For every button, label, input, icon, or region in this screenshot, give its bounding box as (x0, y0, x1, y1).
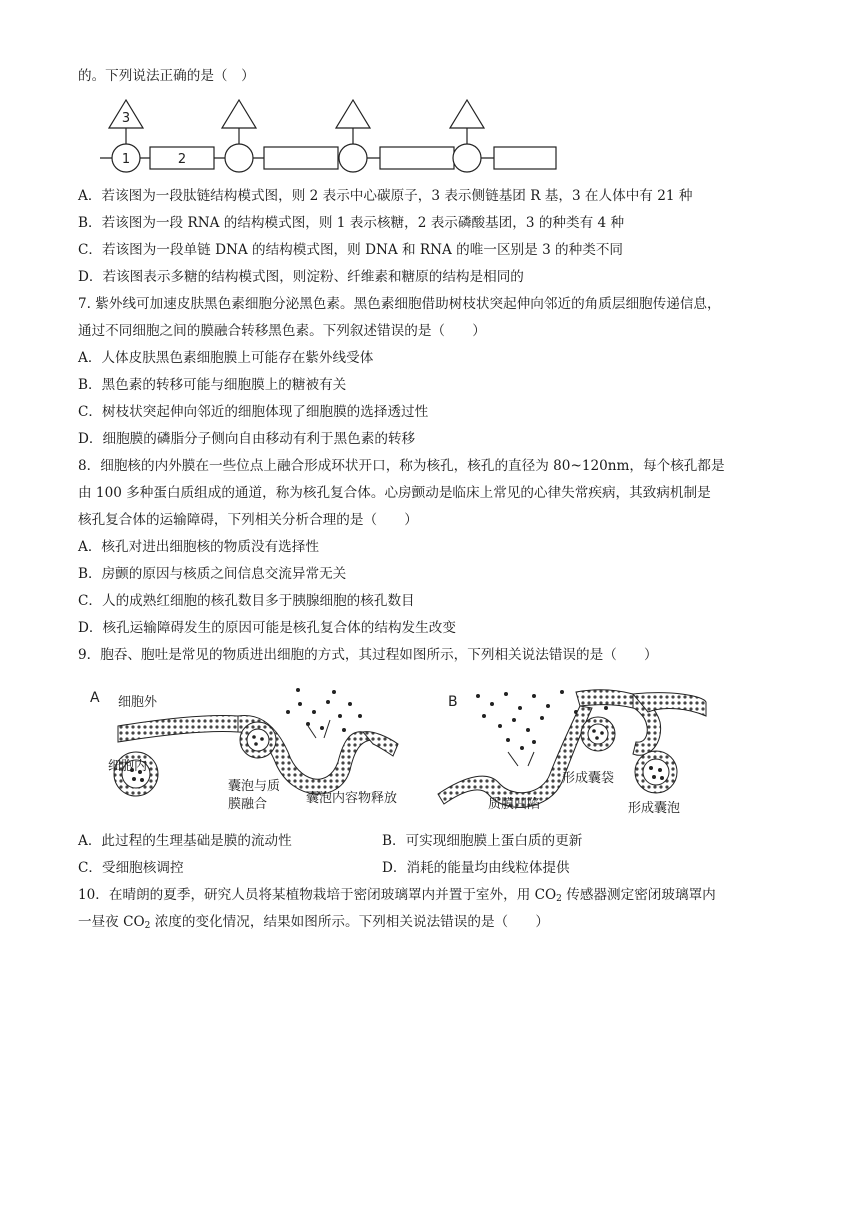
q8-stem-line3: 核孔复合体的运输障碍，下列相关分析合理的是（ ） (78, 512, 418, 528)
q7-stem-line2: 通过不同细胞之间的膜融合转移黑色素。下列叙述错误的是（ ） (78, 323, 486, 339)
q8-option-d: D．核孔运输障碍发生的原因可能是核孔复合体的结构发生改变 (78, 620, 456, 636)
q8-stem-line2: 由 100 多种蛋白质组成的通道，称为核孔复合体。心房颤动是临床上常见的心律失常疾病，其致病机制是 (78, 485, 711, 501)
q10-line1-text-a: 10．在晴朗的夏季，研究人员将某植物栽培于密闭玻璃罩内并置于室外，用 CO (78, 887, 557, 903)
chain-structure-diagram (100, 98, 560, 178)
q6-option-a: A．若该图为一段肽链结构模式图，则 2 表示中心碳原子，3 表示侧链基团 R 基，3 在人体中有 21 种 (78, 188, 693, 204)
q10-stem-line2 (78, 912, 549, 936)
label-3: 3 (121, 111, 131, 126)
q9-option-c: C．受细胞核调控 (78, 860, 184, 876)
label-1: 1 (121, 152, 131, 167)
label-vesicle: 形成囊泡 (628, 801, 681, 816)
q7-option-c: C．树枝状突起伸向邻近的细胞体现了细胞膜的选择透过性 (78, 404, 429, 420)
endocytosis-exocytosis-figure (88, 682, 708, 818)
label-pouch: 形成囊袋 (562, 771, 615, 786)
q6-stem-tail: 的。下列说法正确的是（ ） (78, 68, 255, 84)
label-fuse-line1: 囊泡与质 (228, 779, 281, 794)
q6-option-c: C．若该图为一段单链 DNA 的结构模式图，则 DNA 和 RNA 的唯一区别是 3 的种类不同 (78, 242, 624, 258)
q9-option-b: B．可实现细胞膜上蛋白质的更新 (382, 833, 583, 849)
q9-option-d: D．消耗的能量均由线粒体提供 (382, 860, 570, 876)
label-2: 2 (177, 152, 187, 167)
unit-4 (450, 100, 556, 172)
q10-line1-subscript: 2 (556, 894, 562, 904)
unit-1 (109, 100, 214, 172)
panel-b-letter: B (448, 694, 458, 710)
q8-option-b: B．房颤的原因与核质之间信息交流异常无关 (78, 566, 347, 582)
q9-option-a: A．此过程的生理基础是膜的流动性 (78, 833, 292, 849)
label-invagination: 质膜凹陷 (488, 797, 541, 812)
q7-option-d: D．细胞膜的磷脂分子侧向自由移动有利于黑色素的转移 (78, 431, 416, 447)
label-inside: 细胞内 (108, 759, 148, 774)
q7-stem-line1: 7. 紫外线可加速皮肤黑色素细胞分泌黑色素。黑色素细胞借助树枝状突起伸向邻近的角质层细胞传递信息， (78, 296, 721, 312)
label-fuse-line2: 膜融合 (228, 797, 268, 812)
q9-stem: 9．胞吞、胞吐是常见的物质进出细胞的方式，其过程如图所示，下列相关说法错误的是（ ） (78, 647, 658, 663)
label-release: 囊泡内容物释放 (306, 791, 398, 806)
q10-line2-subscript: 2 (144, 921, 151, 931)
label-outside: 细胞外 (118, 695, 158, 710)
q8-option-a: A．核孔对进出细胞核的物质没有选择性 (78, 539, 319, 555)
q10-line2-text-a: 一昼夜 CO (78, 914, 145, 930)
unit-3 (336, 100, 454, 172)
q8-stem-line1: 8．细胞核的内外膜在一些位点上融合形成环状开口，称为核孔，核孔的直径为 80~120nm，每个核孔都是 (78, 458, 725, 474)
q6-option-b: B．若该图为一段 RNA 的结构模式图，则 1 表示核糖，2 表示磷酸基团，3 的种类有 4 种 (78, 215, 625, 231)
q10-line2-text-b: 浓度的变化情况，结果如图所示。下列相关说法错误的是（ ） (150, 914, 549, 930)
q8-option-c: C．人的成熟红细胞的核孔数目多于胰腺细胞的核孔数目 (78, 593, 415, 609)
q6-option-d: D．若该图表示多糖的结构模式图，则淀粉、纤维素和糖原的结构是相同的 (78, 269, 524, 285)
q7-option-b: B．黑色素的转移可能与细胞膜上的糖被有关 (78, 377, 347, 393)
unit-2 (222, 100, 338, 172)
q10-stem-line1 (78, 885, 716, 909)
panel-a-letter: A (90, 690, 100, 706)
q10-line1-text-b: 传感器测定密闭玻璃罩内 (561, 887, 716, 903)
q7-option-a: A．人体皮肤黑色素细胞膜上可能存在紫外线受体 (78, 350, 374, 366)
